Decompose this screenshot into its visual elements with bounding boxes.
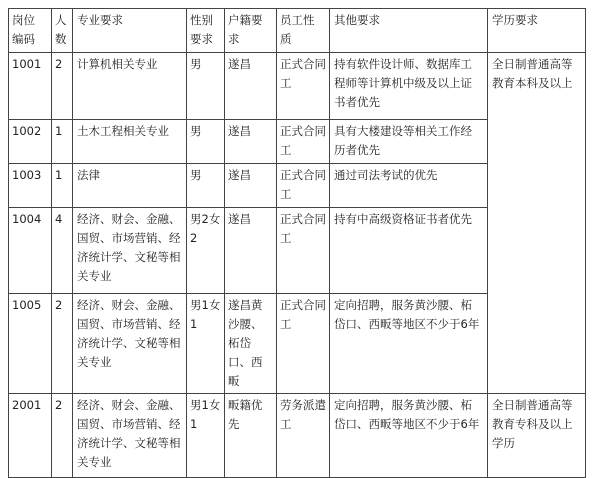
cell-household: 遂昌 xyxy=(225,208,277,294)
cell-other: 定向招聘，服务黄沙腰、柘岱口、西畈等地区不少于6年 xyxy=(330,394,488,478)
cell-gender: 男1女1 xyxy=(187,394,225,478)
cell-household: 畈籍优先 xyxy=(225,394,277,478)
header-household: 户籍要 求 xyxy=(225,9,277,53)
cell-household: 遂昌黄沙腰、柘岱口、西畈 xyxy=(225,294,277,394)
table-row xyxy=(9,394,586,478)
recruitment-table xyxy=(8,8,586,478)
cell-employee-type: 正式合同工 xyxy=(277,164,330,208)
cell-count: 2 xyxy=(52,394,73,478)
cell-employee-type: 正式合同工 xyxy=(277,294,330,394)
header-count: 人 数 xyxy=(52,9,73,53)
cell-household: 遂昌 xyxy=(225,120,277,164)
cell-gender: 男 xyxy=(187,164,225,208)
cell-count: 1 xyxy=(52,164,73,208)
cell-gender: 男 xyxy=(187,53,225,120)
cell-code: 2001 xyxy=(9,394,52,478)
cell-other: 定向招聘，服务黄沙腰、柘岱口、西畈等地区不少于6年 xyxy=(330,294,488,394)
header-other: 其他要求 xyxy=(330,9,488,53)
header-employee-type: 员工性 质 xyxy=(277,9,330,53)
cell-major: 法律 xyxy=(73,164,187,208)
cell-employee-type: 劳务派遣工 xyxy=(277,394,330,478)
cell-major: 土木工程相关专业 xyxy=(73,120,187,164)
cell-household: 遂昌 xyxy=(225,164,277,208)
header-education: 学历要求 xyxy=(488,9,586,53)
header-major: 专业要求 xyxy=(73,9,187,53)
cell-code: 1003 xyxy=(9,164,52,208)
cell-other: 通过司法考试的优先 xyxy=(330,164,488,208)
cell-count: 2 xyxy=(52,53,73,120)
cell-other: 持有中高级资格证书者优先 xyxy=(330,208,488,294)
cell-count: 1 xyxy=(52,120,73,164)
cell-code: 1004 xyxy=(9,208,52,294)
cell-household: 遂昌 xyxy=(225,53,277,120)
cell-employee-type: 正式合同工 xyxy=(277,53,330,120)
cell-gender: 男1女1 xyxy=(187,294,225,394)
cell-count: 4 xyxy=(52,208,73,294)
table-row xyxy=(9,53,586,120)
cell-education-bachelor: 全日制普通高等教育本科及以上 xyxy=(488,53,586,394)
cell-major: 经济、财会、金融、国贸、市场营销、经济统计学、文秘等相关专业 xyxy=(73,294,187,394)
cell-major: 计算机相关专业 xyxy=(73,53,187,120)
cell-other: 持有软件设计师、数据库工程师等计算机中级及以上证书者优先 xyxy=(330,53,488,120)
cell-count: 2 xyxy=(52,294,73,394)
cell-major: 经济、财会、金融、国贸、市场营销、经济统计学、文秘等相关专业 xyxy=(73,208,187,294)
cell-employee-type: 正式合同工 xyxy=(277,208,330,294)
cell-code: 1005 xyxy=(9,294,52,394)
cell-gender: 男 xyxy=(187,120,225,164)
header-code: 岗位 编码 xyxy=(9,9,52,53)
header-row xyxy=(9,9,586,53)
cell-employee-type: 正式合同工 xyxy=(277,120,330,164)
cell-code: 1001 xyxy=(9,53,52,120)
header-gender: 性别 要求 xyxy=(187,9,225,53)
cell-gender: 男2女2 xyxy=(187,208,225,294)
cell-other: 具有大楼建设等相关工作经历者优先 xyxy=(330,120,488,164)
cell-code: 1002 xyxy=(9,120,52,164)
cell-major: 经济、财会、金融、国贸、市场营销、经济统计学、文秘等相关专业 xyxy=(73,394,187,478)
cell-education-associate: 全日制普通高等教育专科及以上学历 xyxy=(488,394,586,478)
